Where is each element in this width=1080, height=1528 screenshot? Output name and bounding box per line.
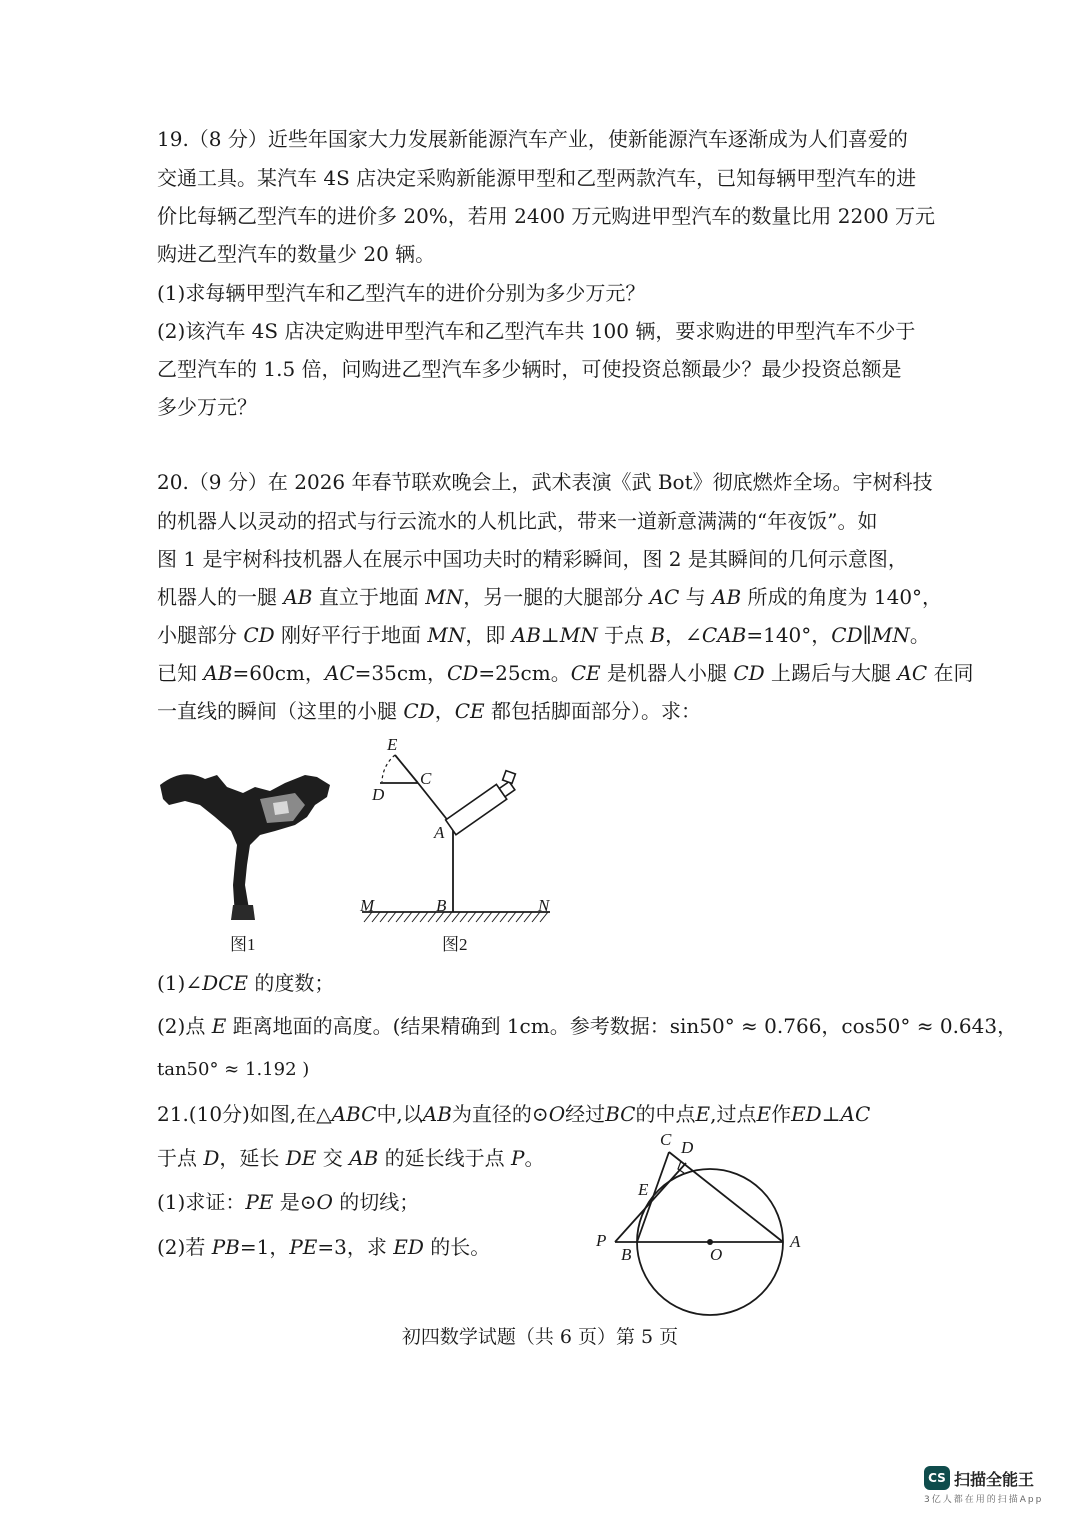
arc-de	[382, 755, 395, 782]
label-o: O	[710, 1245, 723, 1264]
q19-line-2: 交通工具。某汽车 4S 店决定采购新能源甲型和乙型两款汽车，已知每辆甲型汽车的进	[157, 166, 917, 190]
label-m: M	[360, 896, 375, 915]
figure-2-caption: 图2	[442, 935, 468, 954]
raised-leg	[446, 778, 517, 835]
q21-line-2: 于点 D，延长 DE 交 AB 的延长线于点 P。	[157, 1146, 545, 1170]
q19-line-4: 购进乙型汽车的数量少 20 辆。	[157, 242, 436, 266]
q19-line-3: 价比每辆乙型汽车的进价多 20%，若用 2400 万元购进甲型汽车的数量比用 2200 万元	[157, 204, 936, 228]
q21-part-2: (2)若 PB=1，PE=3，求 ED 的长。	[157, 1235, 491, 1259]
figure-2-diagram	[350, 730, 565, 930]
label-d: D	[681, 1138, 694, 1157]
label-c: C	[660, 1130, 672, 1149]
q20-part-2-line-2: tan50° ≈ 1.192 )	[157, 1059, 310, 1080]
segment-ce	[395, 755, 418, 783]
watermark-subtitle: 3亿人都在用的扫描App	[924, 1495, 1044, 1505]
q19-part-2-line-1: (2)该汽车 4S 店决定购进甲型汽车和乙型汽车共 100 辆，要求购进的甲型汽车不少于	[157, 319, 916, 343]
q20-line-5: 小腿部分 CD 刚好平行于地面 MN，即 AB⊥MN 于点 B，∠CAB=140°，CD∥MN。	[157, 623, 930, 647]
q21-line-1: 21.(10分)如图,在△ABC中,以AB为直径的⊙O经过BC的中点E,过点E作ED⊥AC	[157, 1102, 871, 1126]
label-p: P	[596, 1231, 607, 1250]
scanner-watermark	[924, 1466, 1054, 1505]
figure-1-robot-photo	[155, 765, 335, 925]
label-a: A	[790, 1232, 801, 1251]
segment-ca	[669, 1152, 783, 1242]
q19-part-1: (1)求每辆甲型汽车和乙型汽车的进价分别为多少万元？	[157, 281, 646, 305]
q20-part-2-line-1: (2)点 E 距离地面的高度。(结果精确到 1cm。参考数据：sin50° ≈ 0.766，cos50° ≈ 0.643，	[157, 1014, 1018, 1038]
q19-part-2-line-3: 多少万元？	[157, 395, 257, 419]
ground-hatching	[364, 912, 548, 922]
q20-line-4: 机器人的一腿 AB 直立于地面 MN，另一腿的大腿部分 AC 与 AB 所成的角度为 140°，	[157, 585, 943, 609]
label-a: A	[434, 823, 445, 842]
segment-pd	[615, 1163, 686, 1242]
camscanner-logo-icon: CS	[924, 1466, 950, 1490]
q20-line-7: 一直线的瞬间（这里的小腿 CD，CE 都包括脚面部分）。求：	[157, 699, 701, 723]
label-e: E	[638, 1180, 649, 1199]
label-b: B	[621, 1245, 632, 1264]
label-e: E	[387, 735, 398, 754]
q20-part-1: (1)∠DCE 的度数；	[157, 971, 335, 995]
q20-line-2: 的机器人以灵动的招式与行云流水的人机比武，带来一道新意满满的“年夜饭”。如	[157, 509, 878, 533]
label-d: D	[372, 785, 385, 804]
label-c: C	[420, 769, 432, 788]
q20-line-3: 图 1 是宇树科技机器人在展示中国功夫时的精彩瞬间，图 2 是其瞬间的几何示意图，	[157, 547, 908, 571]
q19-part-2-line-2: 乙型汽车的 1.5 倍，问购进乙型汽车多少辆时，可使投资总额最少？最少投资总额是	[157, 357, 902, 381]
label-n: N	[538, 896, 550, 915]
q20-line-6: 已知 AB=60cm，AC=35cm，CD=25cm。CE 是机器人小腿 CD 上踢后与大腿 AC 在同	[157, 661, 974, 685]
page-footer: 初四数学试题（共 6 页）第 5 页	[401, 1326, 679, 1348]
q20-line-1: 20.（9 分）在 2026 年春节联欢晚会上，武术表演《武 Bot》彻底燃炸全场。宇树科技	[157, 470, 933, 494]
label-b: B	[436, 896, 447, 915]
q21-part-1: (1)求证：PE 是⊙O 的切线；	[157, 1190, 420, 1214]
watermark-title: 扫描全能王	[954, 1469, 1035, 1489]
q21-circle-diagram	[590, 1125, 815, 1320]
q19-line-1: 19.（8 分）近些年国家大力发展新能源汽车产业，使新能源汽车逐渐成为人们喜爱的	[157, 127, 908, 151]
figure-1-caption: 图1	[230, 935, 256, 954]
